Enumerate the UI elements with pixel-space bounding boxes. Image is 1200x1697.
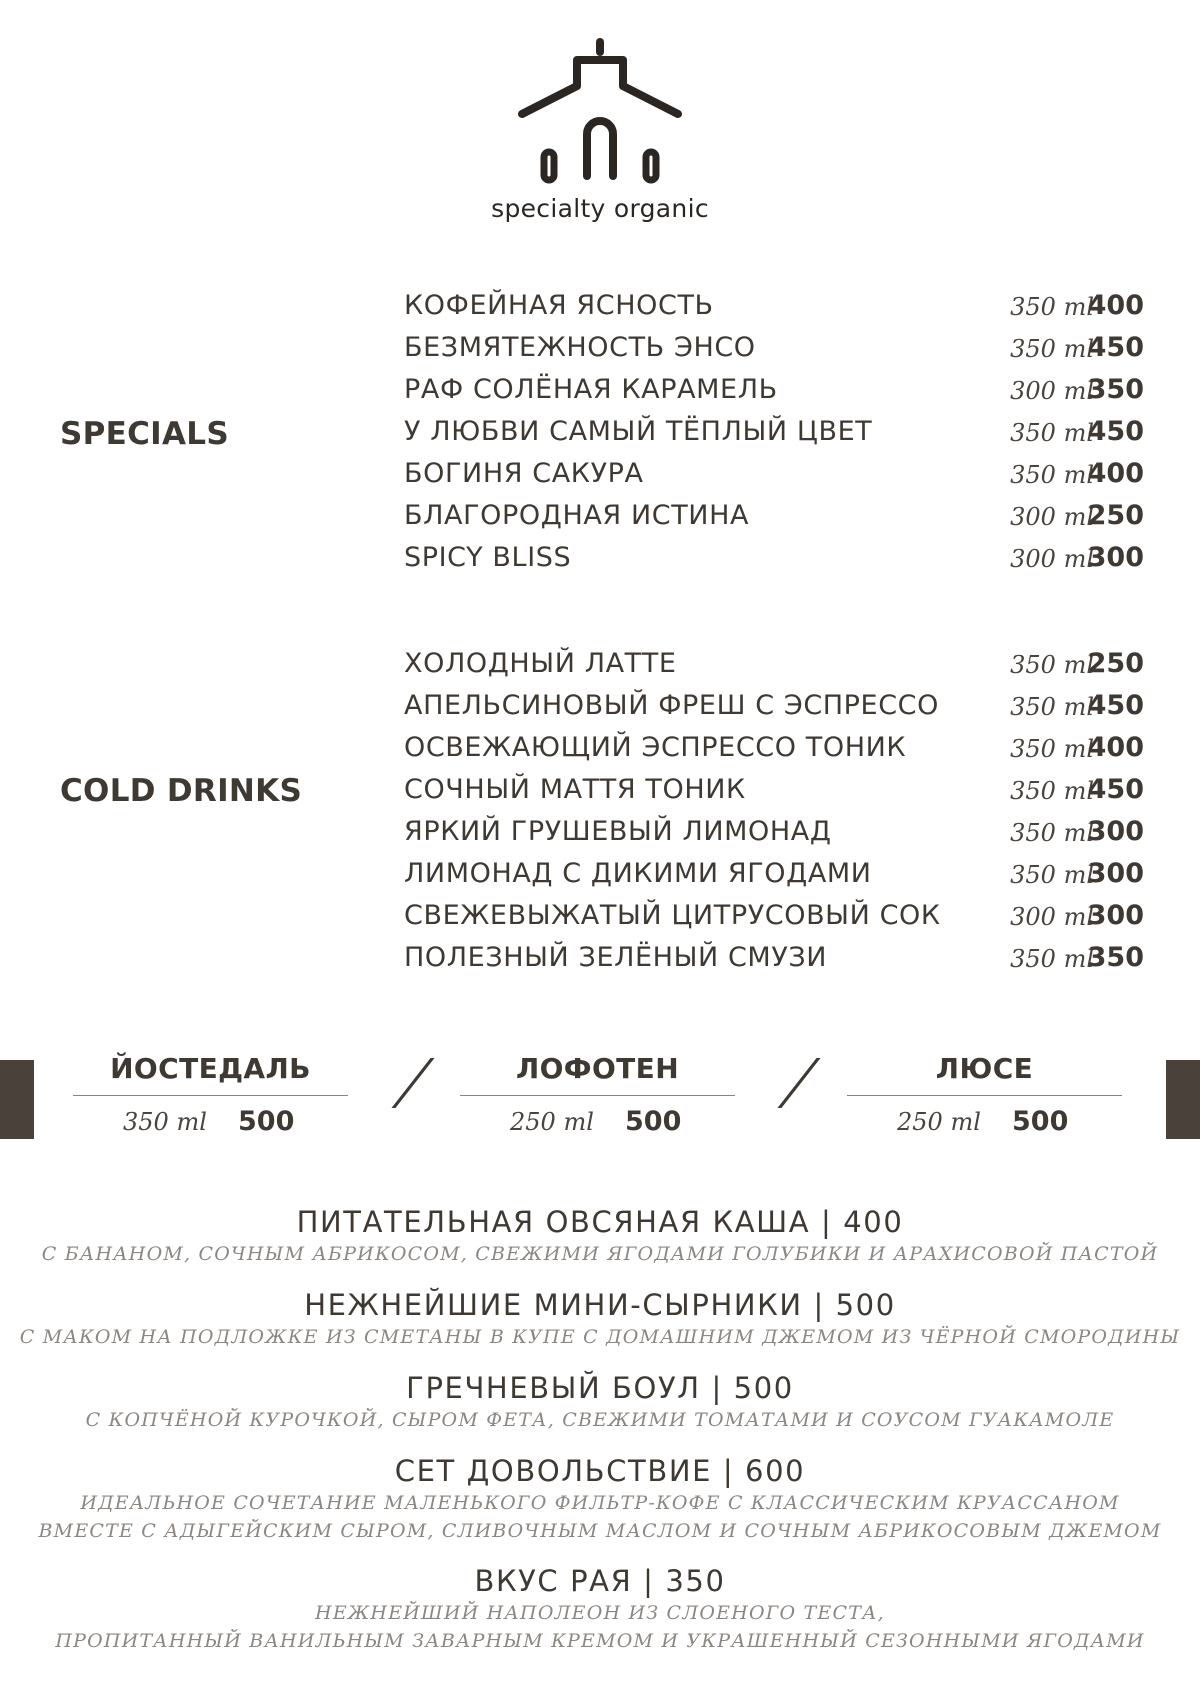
item-volume: 350 ml [1010, 819, 1094, 847]
item-price: 300 [1087, 816, 1144, 847]
food-item [0, 1370, 1200, 1434]
item-name: ЛИМОНАД С ДИКИМИ ЯГОДАМИ [404, 858, 872, 889]
item-name: БЕЗМЯТЕЖНОСТЬ ЭНСО [404, 332, 756, 363]
item-price: 450 [1087, 416, 1144, 447]
tea-details [847, 1102, 1122, 1142]
section-title: COLD DRINKS [60, 773, 303, 809]
item-price: 300 [1087, 900, 1144, 931]
menu-item [404, 690, 1144, 732]
menu-item [404, 942, 1144, 984]
tea-volume: 250 ml [510, 1108, 594, 1136]
food-description: ПРОПИТАННЫЙ ВАНИЛЬНЫМ ЗАВАРНЫМ КРЕМОМ И УКРАШЕННЫЙ СЕЗОННЫМИ ЯГОДАМИ [55, 1630, 1145, 1652]
menu-item [404, 374, 1144, 416]
tea-price: 500 [625, 1106, 682, 1137]
tea-volume: 350 ml [123, 1108, 207, 1136]
tea-price: 500 [1012, 1106, 1069, 1137]
food-description: С КОПЧЁНОЙ КУРОЧКОЙ, СЫРОМ ФЕТА, СВЕЖИМИ ТОМАТАМИ И СОУСОМ ГУАКАМОЛЕ [85, 1409, 1115, 1431]
tea-details [460, 1102, 735, 1142]
menu-item [404, 816, 1144, 858]
food-item [0, 1453, 1200, 1545]
food-description: ИДЕАЛЬНОЕ СОЧЕТАНИЕ МАЛЕНЬКОГО ФИЛЬТР-КОФЕ С КЛАССИЧЕСКИМ КРУАССАНОМ [80, 1492, 1120, 1514]
menu-item [404, 732, 1144, 774]
food-description: НЕЖНЕЙШИЙ НАПОЛЕОН ИЗ СЛОЕНОГО ТЕСТА, [315, 1602, 885, 1624]
item-price: 400 [1087, 458, 1144, 489]
tea-name: ЙОСТЕДАЛЬ [73, 1052, 348, 1096]
tea-item [460, 1052, 735, 1142]
item-name: ПОЛЕЗНЫЙ ЗЕЛЁНЫЙ СМУЗИ [404, 942, 828, 973]
menu-item [404, 500, 1144, 542]
food-title: ВКУС РАЯ | 350 [474, 1564, 726, 1598]
item-name: У ЛЮБВИ САМЫЙ ТЁПЛЫЙ ЦВЕТ [404, 416, 873, 447]
food-description: С БАНАНОМ, СОЧНЫМ АБРИКОСОМ, СВЕЖИМИ ЯГОДАМИ ГОЛУБИКИ И АРАХИСОВОЙ ПАСТОЙ [41, 1243, 1159, 1265]
menu-item [404, 416, 1144, 458]
item-price: 300 [1087, 858, 1144, 889]
tea-item [73, 1052, 348, 1142]
tea-name: ЛЮСЕ [847, 1052, 1122, 1096]
item-price: 400 [1087, 732, 1144, 763]
edge-bar-left [0, 1060, 34, 1139]
item-volume: 350 ml [1010, 461, 1094, 489]
item-volume: 300 ml [1010, 903, 1094, 931]
item-price: 450 [1087, 690, 1144, 721]
item-name: БЛАГОРОДНАЯ ИСТИНА [404, 500, 750, 531]
item-volume: 300 ml [1010, 503, 1094, 531]
food-description: ВМЕСТЕ С АДЫГЕЙСКИМ СЫРОМ, СЛИВОЧНЫМ МАСЛОМ И СОЧНЫМ АБРИКОСОВЫМ ДЖЕМОМ [38, 1520, 1162, 1542]
item-price: 250 [1087, 648, 1144, 679]
item-price: 400 [1087, 290, 1144, 321]
item-volume: 350 ml [1010, 335, 1094, 363]
food-title: ПИТАТЕЛЬНАЯ ОВСЯНАЯ КАША | 400 [296, 1205, 904, 1239]
item-volume: 350 ml [1010, 945, 1094, 973]
item-name: АПЕЛЬСИНОВЫЙ ФРЕШ С ЭСПРЕССО [404, 690, 939, 721]
edge-bar-right [1166, 1060, 1200, 1139]
food-description: С МАКОМ НА ПОДЛОЖКЕ ИЗ СМЕТАНЫ В КУПЕ С ДОМАШНИМ ДЖЕМОМ ИЗ ЧЁРНОЙ СМОРОДИНЫ [19, 1326, 1181, 1348]
item-name: СВЕЖЕВЫЖАТЫЙ ЦИТРУСОВЫЙ СОК [404, 900, 941, 931]
item-volume: 350 ml [1010, 735, 1094, 763]
food-item [0, 1563, 1200, 1655]
item-name: РАФ СОЛЁНАЯ КАРАМЕЛЬ [404, 374, 778, 405]
item-volume: 350 ml [1010, 777, 1094, 805]
item-name: ОСВЕЖАЮЩИЙ ЭСПРЕССО ТОНИК [404, 732, 907, 763]
tea-price: 500 [238, 1106, 295, 1137]
tea-item [847, 1052, 1122, 1142]
item-volume: 300 ml [1010, 377, 1094, 405]
menu-item [404, 648, 1144, 690]
menu-item [404, 900, 1144, 942]
item-price: 450 [1087, 332, 1144, 363]
item-volume: 350 ml [1010, 651, 1094, 679]
menu-item [404, 332, 1144, 374]
item-price: 350 [1087, 942, 1144, 973]
item-volume: 350 ml [1010, 693, 1094, 721]
food-title: НЕЖНЕЙШИЕ МИНИ-СЫРНИКИ | 500 [304, 1288, 896, 1322]
food-item [0, 1287, 1200, 1351]
menu-item [404, 290, 1144, 332]
menu-item [404, 458, 1144, 500]
item-price: 300 [1087, 542, 1144, 573]
item-volume: 350 ml [1010, 419, 1094, 447]
food-item [0, 1204, 1200, 1268]
menu-item [404, 858, 1144, 900]
section-title: SPECIALS [60, 416, 229, 452]
item-price: 350 [1087, 374, 1144, 405]
item-name: ХОЛОДНЫЙ ЛАТТЕ [404, 648, 677, 679]
house-arch-icon [515, 34, 685, 184]
menu-item [404, 774, 1144, 816]
item-volume: 350 ml [1010, 293, 1094, 321]
item-name: ЯРКИЙ ГРУШЕВЫЙ ЛИМОНАД [404, 816, 832, 847]
item-volume: 300 ml [1010, 545, 1094, 573]
item-name: БОГИНЯ САКУРА [404, 458, 644, 489]
menu-item [404, 542, 1144, 584]
brand-name: specialty organic [491, 194, 709, 223]
item-name: SPICY BLISS [404, 542, 572, 573]
brand-logo [0, 34, 1200, 223]
divider-slash [391, 1058, 434, 1108]
divider-slash [777, 1058, 820, 1108]
item-price: 450 [1087, 774, 1144, 805]
item-name: СОЧНЫЙ МАТТЯ ТОНИК [404, 774, 746, 805]
item-price: 250 [1087, 500, 1144, 531]
food-title: СЕТ ДОВОЛЬСТВИЕ | 600 [394, 1454, 806, 1488]
tea-volume: 250 ml [897, 1108, 981, 1136]
tea-details [73, 1102, 348, 1142]
item-name: КОФЕЙНАЯ ЯСНОСТЬ [404, 290, 714, 321]
tea-name: ЛОФОТЕН [460, 1052, 735, 1096]
food-title: ГРЕЧНЕВЫЙ БОУЛ | 500 [406, 1371, 794, 1405]
item-volume: 350 ml [1010, 861, 1094, 889]
